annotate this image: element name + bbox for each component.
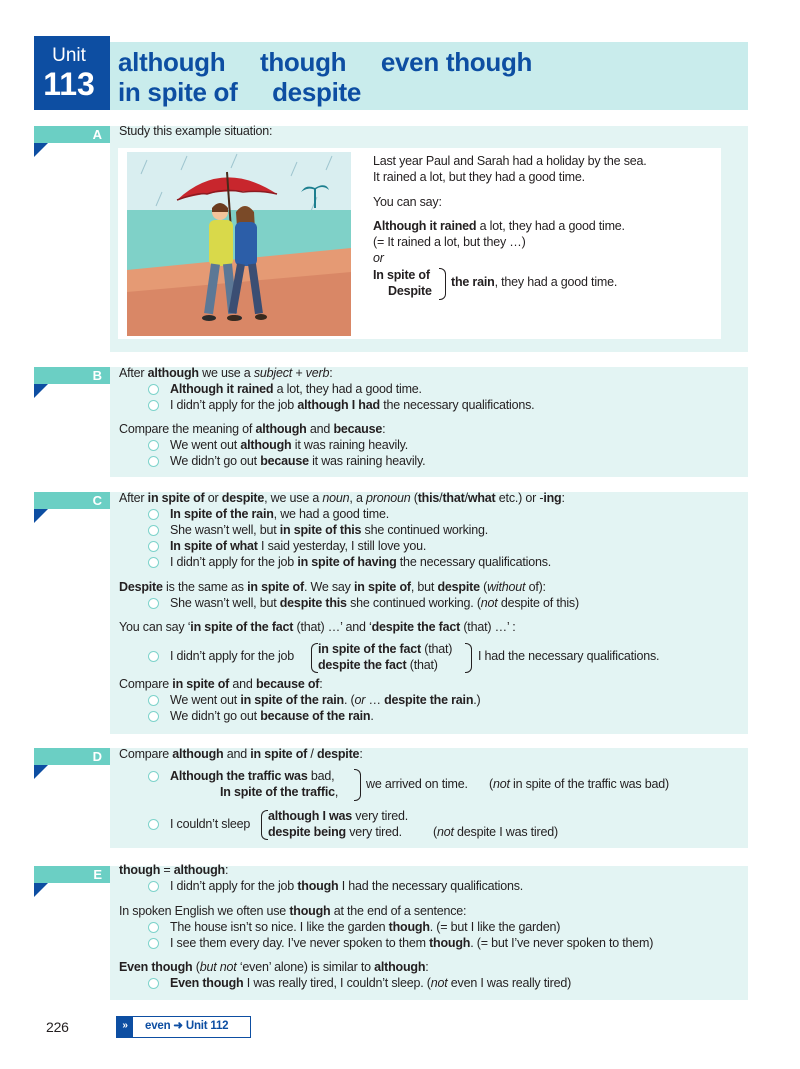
or-label: or — [373, 251, 384, 265]
brace — [465, 643, 472, 673]
bullet — [148, 771, 159, 782]
story-line-2: It rained a lot, but they had a good time. — [373, 170, 585, 184]
b-rule: After although we use a subject + verb: — [119, 366, 333, 380]
d-example-1-right: we arrived on time. — [366, 777, 468, 791]
c-example-6-opt2: despite the fact (that) — [318, 658, 438, 672]
section-b-tab: B — [34, 367, 110, 384]
b-example-2: I didn’t apply for the job although I had the necessary qualifications. — [170, 398, 535, 412]
c-example-8: We didn’t go out because of the rain. — [170, 709, 374, 723]
bullet — [148, 456, 159, 467]
e-spoken-rule: In spoken English we often use though at the end of a sentence: — [119, 904, 467, 918]
section-c-tab: C — [34, 492, 110, 509]
bullet — [148, 440, 159, 451]
example-gloss: (= It rained a lot, but they …) — [373, 235, 526, 249]
bullet — [148, 525, 159, 536]
title-line-2: in spite of despite — [118, 77, 362, 107]
c-fact-rule: You can say ‘in spite of the fact (that) …’ and ‘despite the fact (that) …’ : — [119, 620, 516, 634]
option-in-spite-of: In spite of — [373, 268, 430, 282]
brace — [261, 810, 268, 840]
unit-label: Unit — [52, 45, 86, 66]
bullet — [148, 819, 159, 830]
title-line-1: although though even though — [118, 47, 533, 77]
e-example-2: The house isn’t so nice. I like the garden though. (= but I like the garden) — [170, 920, 561, 934]
c-example-2: She wasn’t well, but in spite of this she continued working. — [170, 523, 489, 537]
section-d — [110, 748, 748, 848]
example-the-rain: the rain, they had a good time. — [451, 275, 618, 289]
d-example-2-opt1: although I was very tired. — [268, 809, 408, 823]
d-example-2-note: (not despite I was tired) — [433, 825, 558, 839]
bullet — [148, 384, 159, 395]
section-e-marker — [34, 883, 48, 897]
bullet — [148, 400, 159, 411]
bullet — [148, 541, 159, 552]
bullet — [148, 711, 159, 722]
d-example-1-opt2: In spite of the traffic, — [220, 785, 339, 799]
d-example-1-opt1: Although the traffic was bad, — [170, 769, 335, 783]
bullet — [148, 651, 159, 662]
title-banner — [110, 42, 748, 110]
section-b-marker — [34, 384, 48, 398]
b-example-1: Although it rained a lot, they had a good time. — [170, 382, 422, 396]
bullet — [148, 557, 159, 568]
arrow-right-icon: ➜ — [173, 1020, 183, 1032]
b-compare: Compare the meaning of although and because: — [119, 422, 386, 436]
brace — [311, 643, 318, 673]
cross-reference-link[interactable] — [116, 1016, 251, 1038]
c-example-7: We went out in spite of the rain. (or … despite the rain.) — [170, 693, 481, 707]
c-example-6-left: I didn’t apply for the job — [170, 649, 295, 663]
bullet — [148, 881, 159, 892]
d-example-2-left: I couldn’t sleep — [170, 817, 251, 831]
b-example-3: We went out although it was raining heavily. — [170, 438, 409, 452]
bullet — [148, 938, 159, 949]
you-can-say: You can say: — [373, 195, 442, 209]
bullet — [148, 922, 159, 933]
c-example-5: She wasn’t well, but despite this she continued working. (not despite of this) — [170, 596, 579, 610]
c-example-1: In spite of the rain, we had a good time. — [170, 507, 389, 521]
c-rule: After in spite of or despite, we use a noun, a pronoun (this/that/what etc.) or -ing: — [119, 491, 565, 505]
cross-reference-text: even ➜ Unit 112 — [145, 1020, 229, 1032]
c-example-3: In spite of what I said yesterday, I still love you. — [170, 539, 427, 553]
bullet — [148, 978, 159, 989]
section-a-intro: Study this example situation: — [119, 124, 273, 138]
e-example-3: I see them every day. I’ve never spoken to them though. (= but I’ve never spoken to them) — [170, 936, 654, 950]
c-example-6-opt1: in spite of the fact (that) — [318, 642, 453, 656]
page-number: 226 — [46, 1019, 69, 1035]
c-compare: Compare in spite of and because of: — [119, 677, 323, 691]
section-a-tab: A — [34, 126, 110, 143]
bullet — [148, 509, 159, 520]
b-example-4: We didn’t go out because it was raining heavily. — [170, 454, 426, 468]
brace — [439, 268, 446, 300]
rain-couple-illustration — [127, 152, 351, 336]
section-e-tab: E — [34, 866, 110, 883]
e-even-though-rule: Even though (but not ‘even’ alone) is similar to although: — [119, 960, 429, 974]
double-chevron-icon: » — [117, 1017, 133, 1037]
section-c-marker — [34, 509, 48, 523]
example-although: Although it rained a lot, they had a good time. — [373, 219, 625, 233]
bullet — [148, 598, 159, 609]
c-example-4: I didn’t apply for the job in spite of having the necessary qualifications. — [170, 555, 552, 569]
section-a-marker — [34, 143, 48, 157]
d-example-1-note: (not in spite of the traffic was bad) — [489, 777, 669, 791]
e-rule: though = although: — [119, 863, 229, 877]
section-d-tab: D — [34, 748, 110, 765]
bullet — [148, 695, 159, 706]
d-example-2-opt2: despite being very tired. — [268, 825, 402, 839]
unit-badge — [34, 36, 110, 110]
d-rule: Compare although and in spite of / despite: — [119, 747, 363, 761]
c-example-6-right: I had the necessary qualifications. — [478, 649, 660, 663]
story-line-1: Last year Paul and Sarah had a holiday by the sea. — [373, 154, 647, 168]
unit-number: 113 — [43, 66, 95, 102]
e-example-4: Even though I was really tired, I couldn’t sleep. (not even I was really tired) — [170, 976, 572, 990]
brace — [354, 769, 361, 801]
c-despite-rule: Despite is the same as in spite of. We say in spite of, but despite (without of): — [119, 580, 546, 594]
section-d-marker — [34, 765, 48, 779]
option-despite: Despite — [388, 284, 432, 298]
e-example-1: I didn’t apply for the job though I had the necessary qualifications. — [170, 879, 524, 893]
